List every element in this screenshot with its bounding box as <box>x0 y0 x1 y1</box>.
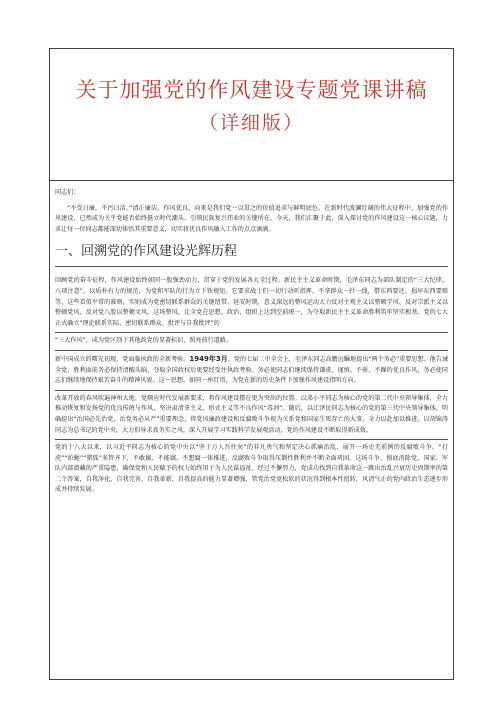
paragraph-row <box>55 332 448 350</box>
paragraph-row <box>55 439 448 499</box>
paragraph-text: 新中国成立的曙光初现，党面临执政的全新考验。 <box>55 355 190 363</box>
paragraph-revolution: 回顾党的奋斗征程，作风建设始终如同一股强劲动力，贯穿于党的发展各大全过程。新民主主义革命时期，毛泽东同志为部队制定的“三大纪律、八项注意”，以质朴有力的规范，为党和军队的行为立下铁规矩。它要求战士们一切行动听指挥，不拿群众一针一线，借东西要还、损坏东西要赔等，这些看似平常的准则，实则成为党密切联系群众的关键纽带。延安时期，意义深远的整风运动大力反对主观主义以整顿学风、反对宗派主义以整顿党风、反对党八股以整顿文风。这场整风，让全党在思想、政治、组织上达到空前统一，为夺取新民主主义革命胜利筑牢坚实根基。党的七大正式确立“理论联系实际、密切联系群众、批评与自我批评”的 <box>55 277 448 327</box>
document-body <box>50 188 453 499</box>
section-heading: 一、回溯党的作风建设光辉历程 <box>55 244 448 267</box>
intro-paragraph: “不受日廉，不污曰洁。”清正廉洁、作风优良，向来是我们党一以贯之的价值追求与鲜明底色。在新时代波澜壮阔的伟大征程中，加强党的作风建设，已然成为关乎党能否始终挺立时代潮头、引领民族复兴伟业的关键所在。今天，我们汇聚于此，深入探讨党的作风建设这一核心议题，力求让每一位同志都能深切体悟其重要意义，切实将优良作风融入工作的点点滴滴。 <box>55 204 448 233</box>
paragraph-text: ，党的七届二中全会上，毛泽东同志高瞻远瞩地提出“两个务必”重要思想。他告诫全党，胜利面前务必保持清醒头脑，夺取全国政权后更要经受住执政考验。务必使同志们继续保持谦虚、谨慎、不骄、不躁的优良作风，务必使同志们继续地保持艰苦奋斗的精神风貌。这一思想，如同一座灯塔，为党在新的历史条件下加强作风建设指明方向。 <box>55 355 448 385</box>
paragraph-row <box>55 350 448 390</box>
paragraph-row <box>55 273 448 332</box>
greeting: 同志们： <box>55 189 80 196</box>
document-subtitle: （详细版） <box>198 112 304 134</box>
paragraph-row <box>55 390 448 439</box>
document-title: 关于加强党的作风建设专题党课讲稿 <box>75 78 428 102</box>
title-block <box>50 77 453 181</box>
document-page <box>49 48 454 680</box>
year-highlight: 1949年3月 <box>189 354 228 363</box>
paragraph-new-china <box>55 354 448 387</box>
paragraph-three-styles: “三大作风”，成为党区别于其他政党的显著标识，照亮前行道路。 <box>55 337 232 345</box>
paragraph-reform: 改革开放的春风吹遍神州大地，党顺应时代发展新要求，将作风建设摆在更为突出的位置。以邓小平同志为核心的党的第二代中央领导集体，全力推动恢复和发扬党的优良传统与作风，坚决肃清拿主义、形式主义等不良作风“毒剂”。随后，以江泽民同志为核心的党的第三代中央领导集体，明确提出“治国必先治党，治党务必从严”重要理念，将党风廉政建设和反腐败斗争视为关系党和国家生死存亡的大事，全力以赴加以推进。以胡锦涛同志为总书记的党中央，大力倡导求真务实之风，深入开展学习实践科学发展观活动，党的作风建设不断取得新成效。 <box>55 394 448 434</box>
paragraph-new-era: 党的十八大以来，以习近平同志为核心的党中央以“坚于万人吾往矣”的非凡勇气和坚定决心抓痛治乱，展开一场史无前例的反腐败斗争。“打虎”“拍蝇”“猎狐”多管齐下，不敢腐、不能腐、不想腐一体推进，反腐败斗争取得压倒性胜利并不断全面巩固。这场斗争，彻底消除党、国家、军队内部潜藏的严重隐患，确保党和人民赋予的权力始终用于为人民谋福祉。经过不懈努力，党成功找到自我革命这一跳出治乱兴衰历史周期率的第二个答案，自我净化、自我完善、自我革新、自我提高的能力显著增强，管党治党宽松软的状况得到根本性扭转，风清气正的党内政治生态逐步形成并持续发展。 <box>55 444 448 494</box>
